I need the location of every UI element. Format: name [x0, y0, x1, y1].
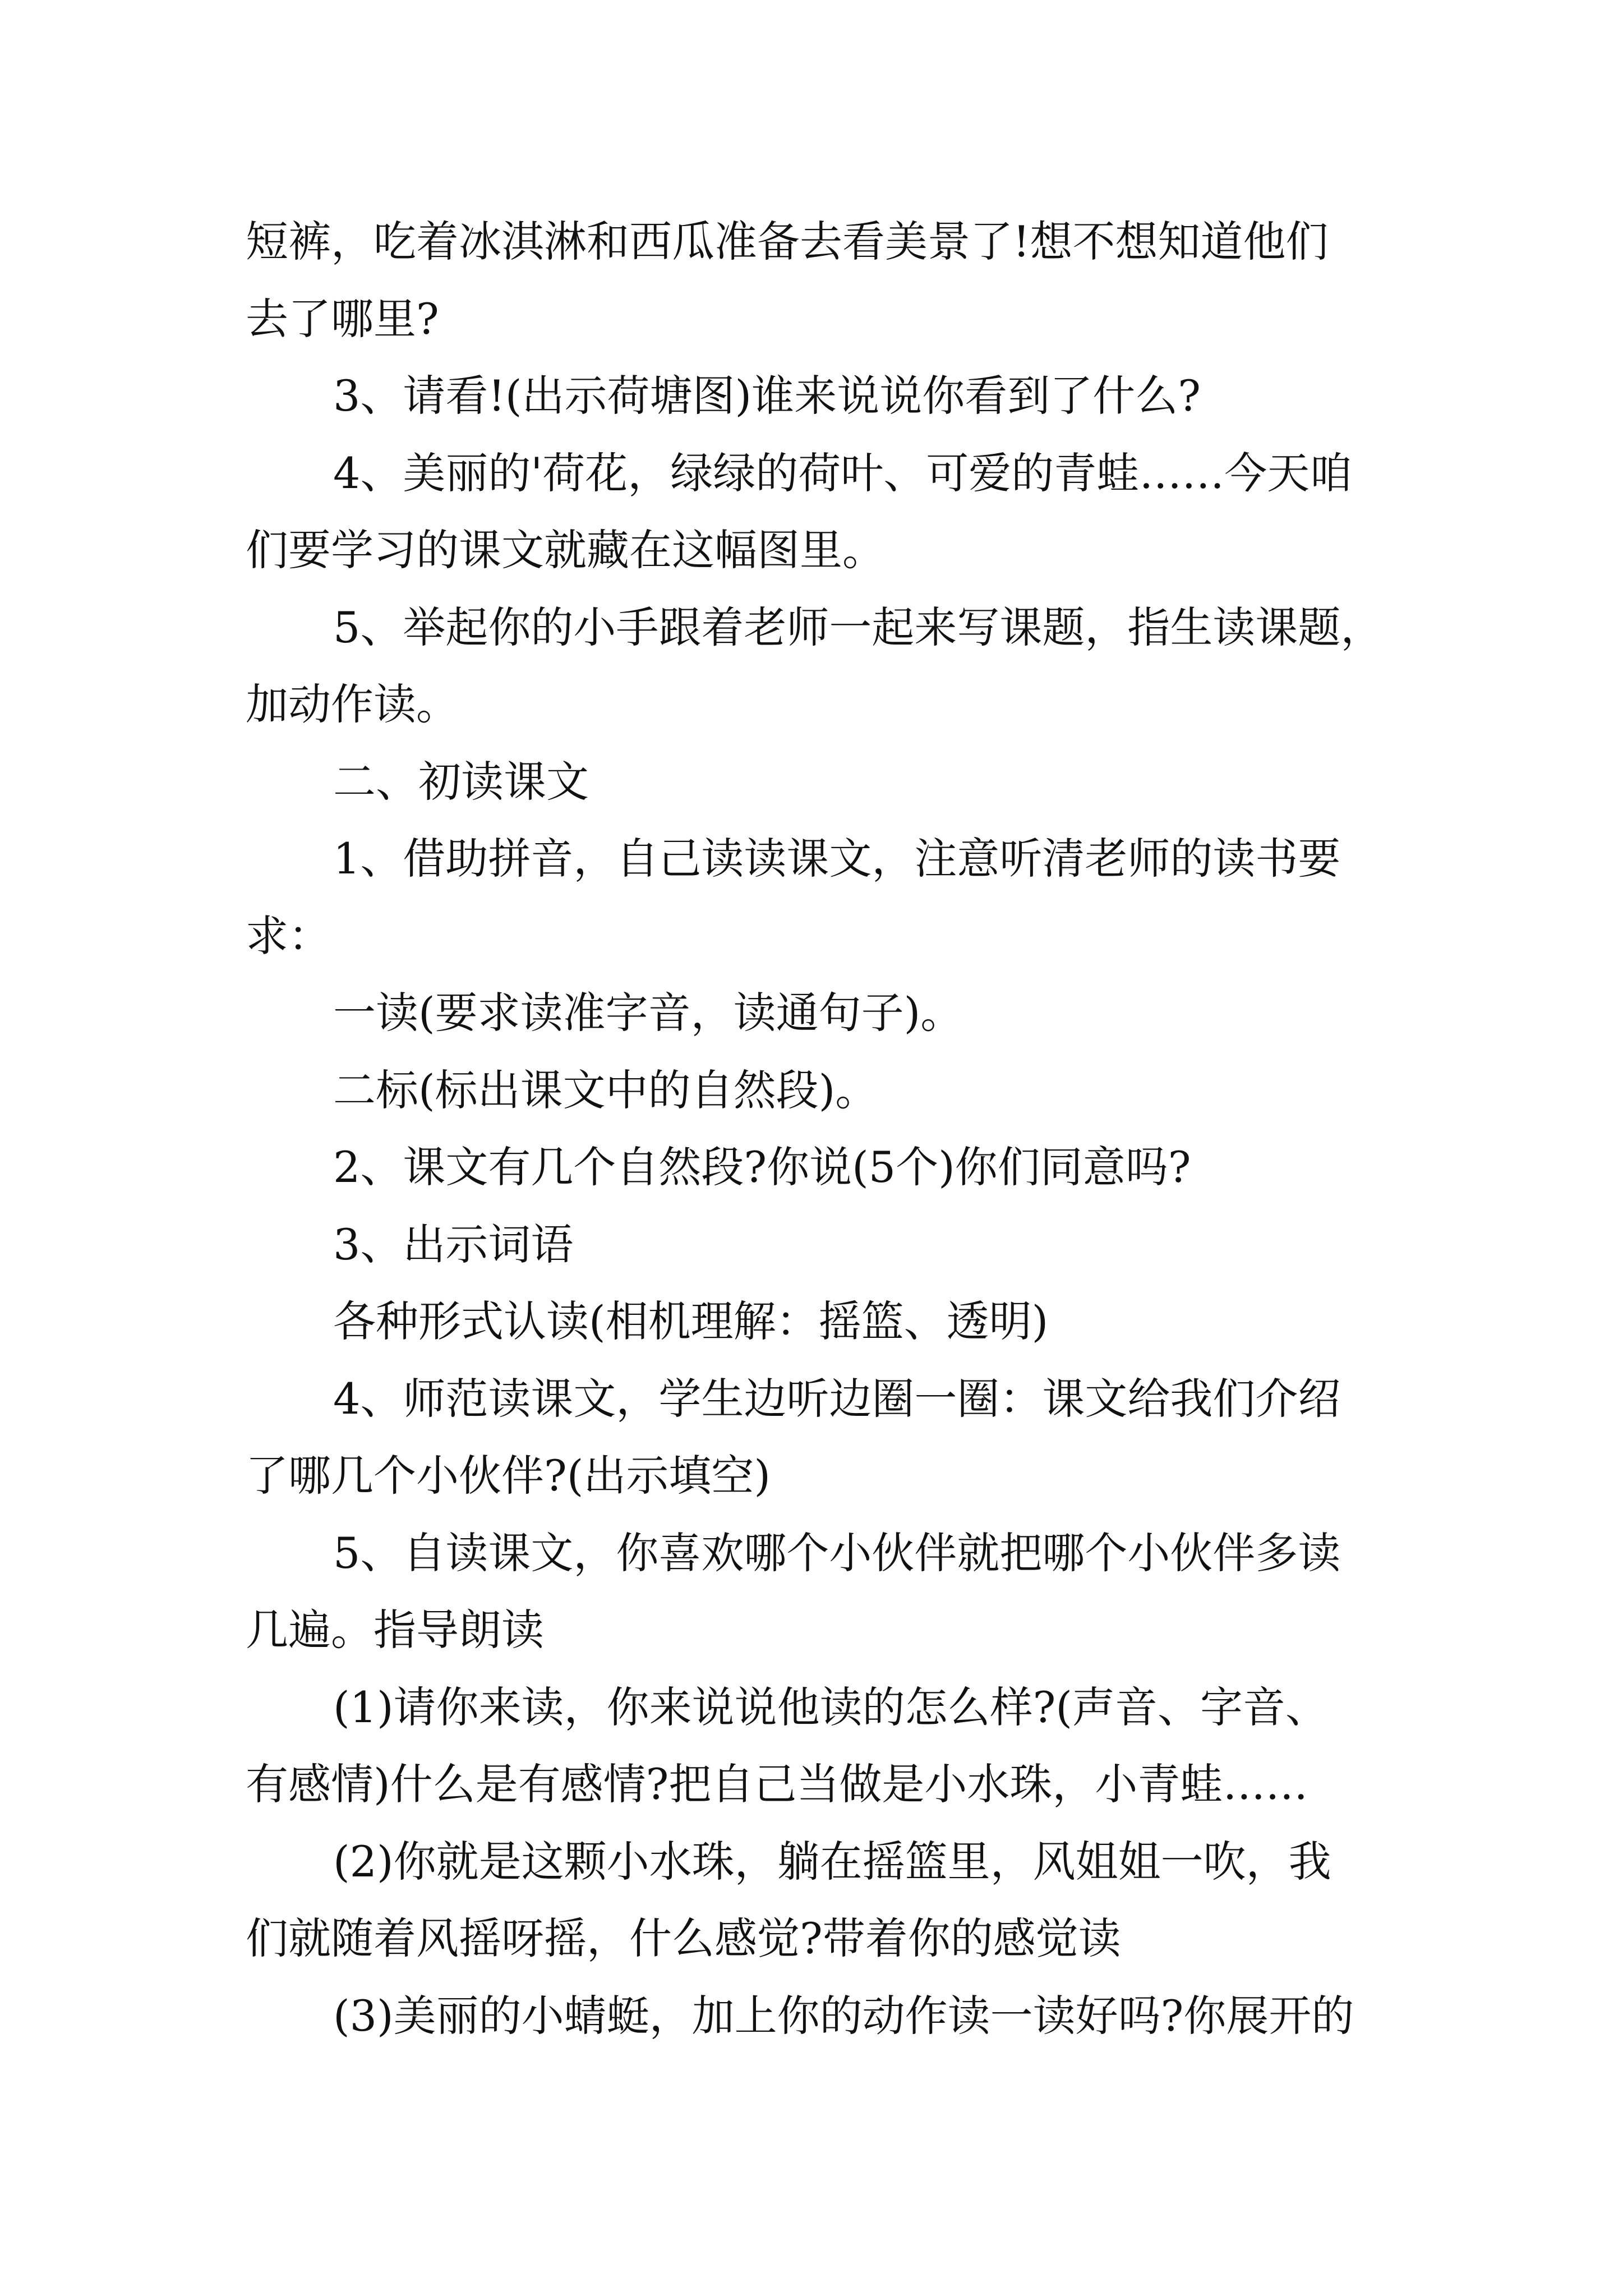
text-line: 短裤，吃着冰淇淋和西瓜准备去看美景了!想不想知道他们	[246, 217, 1329, 266]
text-line: 4、美丽的'荷花，绿绿的荷叶、可爱的青蛙……今天咱	[333, 448, 1353, 498]
text-line: (3)美丽的小蜻蜓，加上你的动作读一读好吗?你展开的	[333, 1991, 1354, 2041]
text-line: (1)请你来读，你来说说他读的怎么样?(声音、字音、	[333, 1682, 1329, 1732]
text-line: 们要学习的课文就藏在这幅图里。	[246, 525, 885, 575]
text-line: 3、出示词语	[333, 1220, 574, 1269]
text-line: 各种形式认读(相机理解：摇篮、透明)	[333, 1296, 1049, 1346]
text-line: 二标(标出课文中的自然段)。	[333, 1065, 878, 1115]
text-line: 有感情)什么是有感情?把自己当做是小水珠，小青蛙……	[246, 1759, 1308, 1809]
text-line: 几遍。指导朗读	[246, 1605, 544, 1655]
text-line: 了哪几个小伙伴?(出示填空)	[246, 1451, 771, 1501]
section-heading: 二、初读课文	[333, 757, 589, 807]
text-line: 3、请看!(出示荷塘图)谁来说说你看到了什么?	[333, 371, 1201, 421]
text-line: 1、借助拼音，自己读读课文，注意听清老师的读书要	[333, 834, 1341, 884]
text-line: 5、举起你的小手跟着老师一起来写课题，指生读课题，	[333, 602, 1384, 652]
text-line: (2)你就是这颗小水珠，躺在摇篮里，风姐姐一吹，我	[333, 1837, 1331, 1887]
text-line: 求：	[246, 911, 331, 961]
text-line: 去了哪里?	[246, 294, 439, 344]
text-line: 2、课文有几个自然段?你说(5个)你们同意吗?	[333, 1142, 1191, 1192]
text-line: 们就随着风摇呀摇，什么感觉?带着你的感觉读	[246, 1913, 1121, 1963]
text-line: 一读(要求读准字音，读通句子)。	[333, 988, 963, 1038]
text-line: 5、自读课文，你喜欢哪个小伙伴就把哪个小伙伴多读	[333, 1528, 1341, 1578]
text-line: 4、师范读课文，学生边听边圈一圈：课文给我们介绍	[333, 1374, 1341, 1424]
text-line: 加动作读。	[246, 679, 459, 729]
